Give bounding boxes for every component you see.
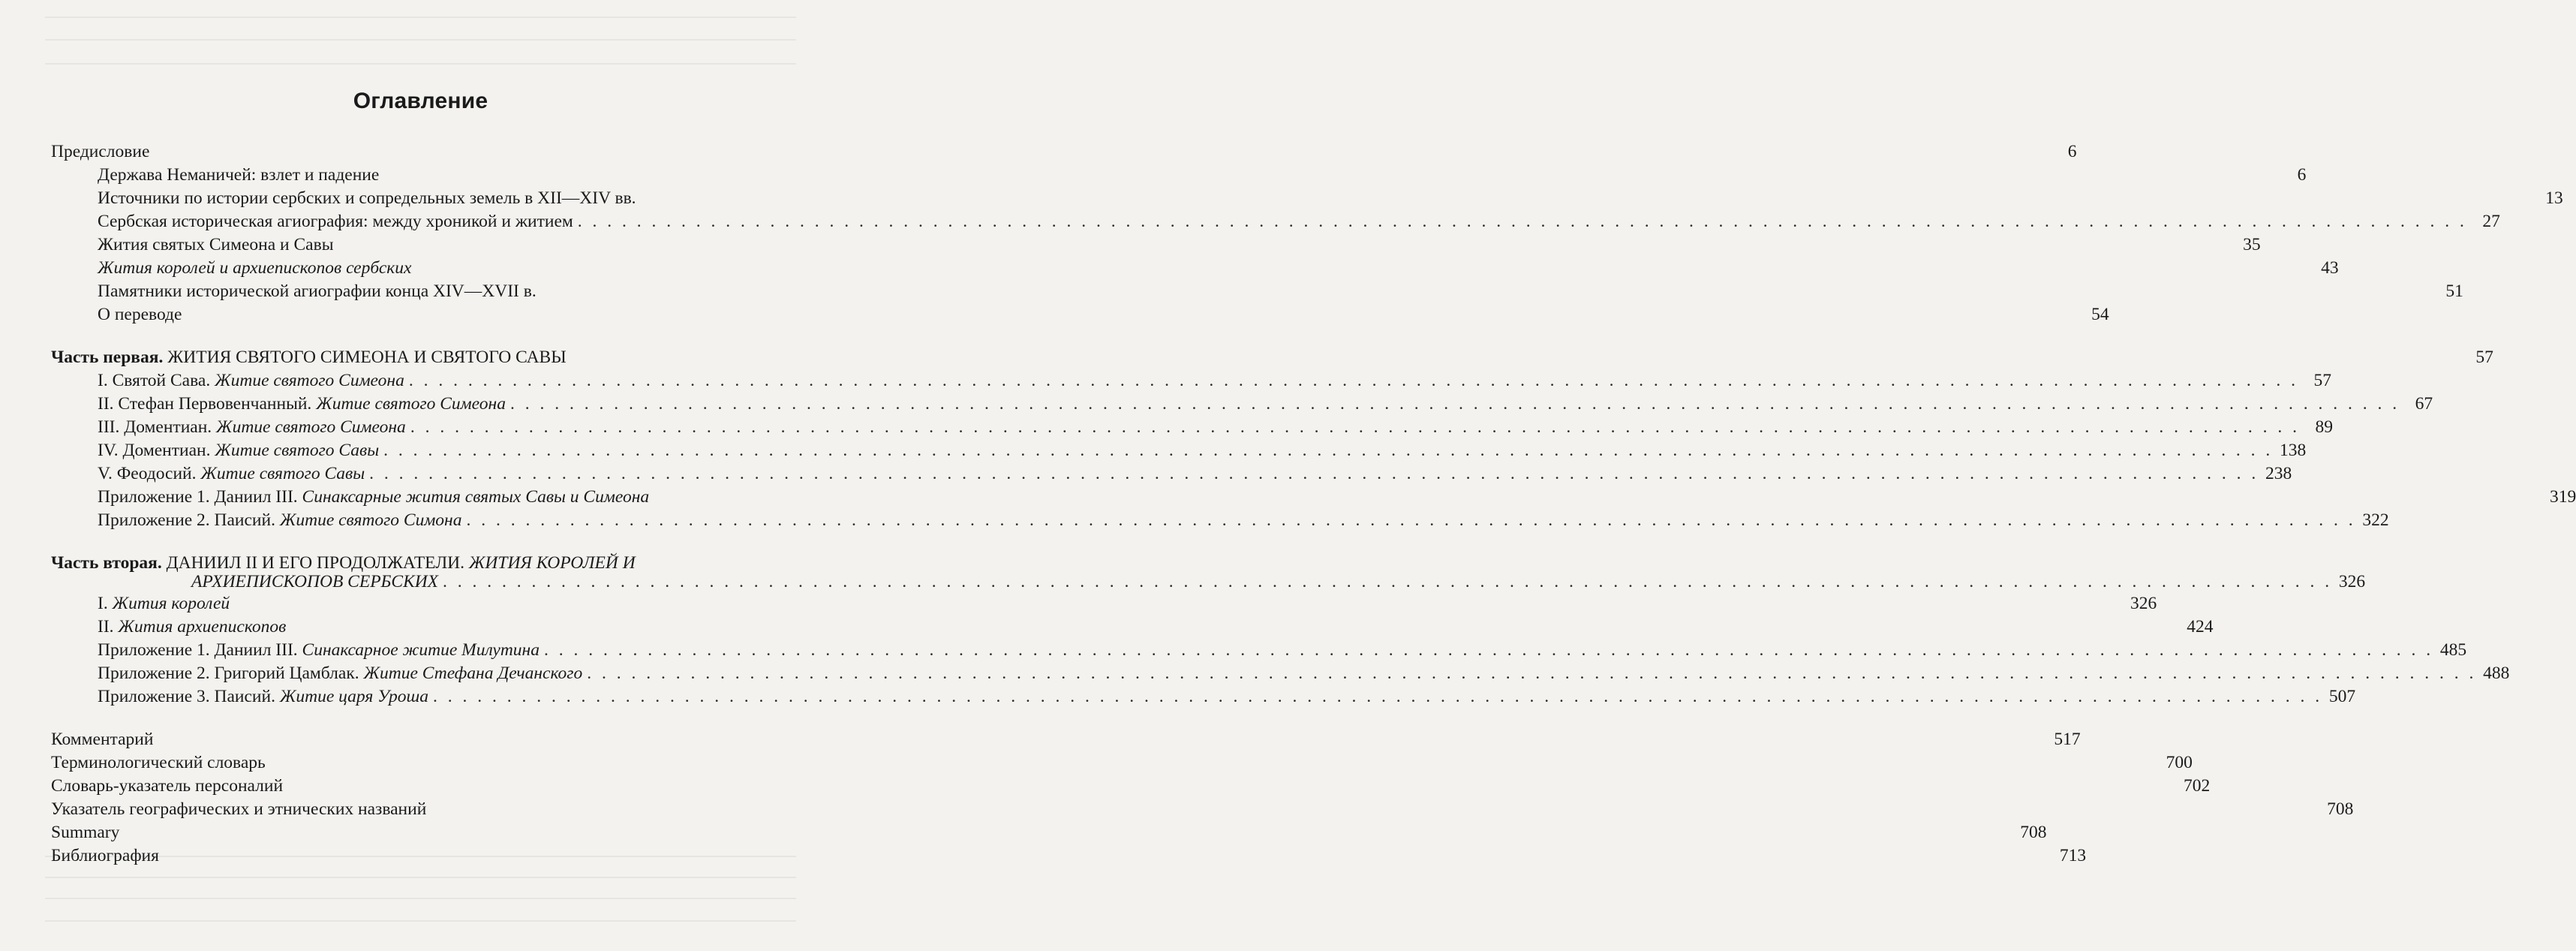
toc-page-number: 319 [2550, 487, 2576, 507]
toc-entry-label: Комментарий [51, 730, 154, 749]
dot-leader [578, 211, 2467, 232]
toc-entry-persons-index[interactable] [51, 775, 2211, 796]
entry-title: Житие Стефана Дечанского [363, 664, 583, 683]
show-through-line [45, 39, 796, 41]
toc-page-number: 517 [2054, 730, 2081, 749]
toc-entry-label: О переводе [98, 305, 182, 324]
dot-leader [433, 686, 2322, 707]
entry-prefix: Приложение 3. Паисий. [98, 687, 275, 706]
toc-page-number: 424 [2187, 617, 2214, 637]
toc-entry-label: Памятники исторической агиографии конца XIV—XVII в. [98, 281, 537, 301]
entry-title: Житие святого Симеона [216, 417, 406, 437]
entry-prefix: Приложение 2. Паисий. [98, 510, 275, 530]
toc-entry-label [98, 417, 406, 438]
toc-page-number: 57 [2313, 371, 2331, 390]
part-title: ДАНИИЛ II И ЕГО ПРОДОЛЖАТЕЛИ. [166, 553, 464, 573]
toc-page-number: 326 [2338, 572, 2366, 591]
entry-prefix: II. Стефан Первовенчанный. [98, 394, 312, 414]
dot-leader [466, 510, 2355, 531]
entry-prefix: V. Феодосий. [98, 464, 197, 483]
toc-page-number: 27 [2482, 212, 2500, 231]
toc-part-two-continued[interactable] [191, 571, 2366, 592]
toc-entry-label [98, 663, 582, 684]
toc-page-number: 485 [2439, 640, 2467, 660]
toc-page-number: 702 [2183, 776, 2211, 796]
toc-page-number: 708 [2327, 799, 2354, 819]
toc-entry-label: Библиография [51, 846, 159, 865]
part-title-italic: ЖИТИЯ КОРОЛЕЙ И [468, 553, 636, 573]
toc-entry-label [98, 640, 540, 661]
toc-entry-label: Держава Неманичей: взлет и падение [98, 165, 380, 185]
toc-part-two[interactable] [51, 552, 792, 573]
toc-page-number: 51 [2445, 281, 2463, 301]
toc-entry[interactable] [98, 211, 2500, 232]
entry-title: Житие святого Савы [200, 464, 365, 483]
page-title: Оглавление [353, 89, 488, 113]
toc-page-number: 35 [2243, 235, 2261, 254]
toc-entry[interactable] [98, 417, 2333, 438]
entry-prefix: Приложение 1. Даниил III. [98, 487, 298, 507]
dot-leader [510, 393, 2400, 414]
toc-entry[interactable] [98, 640, 2467, 661]
toc-entry[interactable] [98, 510, 2389, 531]
toc-page-number: 13 [2545, 188, 2563, 208]
entry-title: Синаксарное житие Милутина [302, 640, 540, 660]
entry-prefix: II. [98, 617, 114, 637]
toc-entry[interactable] [98, 440, 2307, 461]
dot-leader [544, 640, 2433, 661]
toc-entry-label: Жития святых Симеона и Савы [98, 235, 334, 254]
toc-entry[interactable] [98, 686, 2356, 707]
toc-entry-summary[interactable] [51, 822, 2047, 843]
dot-leader [410, 417, 2300, 438]
toc-page-number: 54 [2091, 305, 2109, 324]
toc-entry-label [98, 510, 461, 531]
toc-entry-preface[interactable] [51, 141, 2077, 162]
entry-prefix: I. [98, 594, 108, 613]
toc-entry-glossary[interactable] [51, 752, 2193, 773]
toc-entry-label [98, 686, 428, 707]
part-title-italic: АРХИЕПИСКОПОВ СЕРБСКИХ [191, 572, 439, 591]
toc-entry-commentary[interactable] [51, 729, 2081, 750]
toc-part-label [51, 347, 567, 368]
toc-entry-label [98, 616, 286, 637]
toc-entry-label [98, 370, 404, 391]
entry-title: Житие святого Симеона [316, 394, 506, 414]
toc-entry-label: Summary [51, 823, 120, 842]
toc-entry-label: Терминологический словарь [51, 753, 266, 772]
toc-entry[interactable] [98, 304, 2109, 325]
entry-title: Жития королей [112, 594, 230, 613]
entry-prefix: I. Святой Сава. [98, 371, 211, 390]
toc-page-number: 57 [2475, 348, 2493, 367]
toc-entry[interactable] [98, 486, 2576, 507]
dot-leader [369, 463, 2259, 484]
toc-entry[interactable] [98, 663, 2510, 684]
show-through-line [45, 17, 796, 18]
toc-entry[interactable] [98, 370, 2331, 391]
toc-page-number: 507 [2328, 687, 2356, 706]
dot-leader [409, 370, 2298, 391]
toc-page-number: 238 [2265, 464, 2292, 483]
toc-entry[interactable] [98, 164, 2307, 185]
part-title: ЖИТИЯ СВЯТОГО СИМЕОНА И СВЯТОГО САВЫ [167, 348, 567, 367]
show-through-line [45, 63, 796, 65]
toc-entry-label [98, 393, 506, 414]
toc-page-number: 326 [2130, 594, 2157, 613]
dot-leader [383, 440, 2273, 461]
entry-title: Житие царя Уроша [279, 687, 429, 706]
toc-page-number: 43 [2321, 258, 2339, 278]
toc-entry-bibliography[interactable] [51, 845, 2087, 866]
toc-page-number: 488 [2483, 664, 2510, 683]
toc-entry-label [98, 486, 649, 507]
dot-leader [587, 663, 2476, 684]
show-through-line [45, 898, 796, 899]
toc-entry-label: Сербская историческая агиография: между хроникой и житием [98, 212, 573, 231]
part-heading: Часть вторая. [51, 553, 162, 573]
toc-entry[interactable] [98, 593, 2157, 614]
toc-entry-label: Жития королей и архиепископов сербских [98, 258, 412, 278]
toc-entry[interactable] [98, 463, 2292, 484]
entry-title: Синаксарные жития святых Савы и Симеона [302, 487, 650, 507]
toc-page-number: 700 [2166, 753, 2193, 772]
entry-prefix: Приложение 1. Даниил III. [98, 640, 298, 660]
toc-entry-label [98, 593, 230, 614]
toc-entry-label: Источники по истории сербских и сопредельных земель в XII—XIV вв. [98, 188, 636, 208]
toc-page-number: 138 [2279, 441, 2307, 460]
toc-entry[interactable] [98, 188, 2563, 209]
toc-entry-geo-index[interactable] [51, 799, 2354, 820]
toc-entry[interactable] [98, 393, 2433, 414]
toc-page-number: 6 [2297, 165, 2307, 185]
dot-leader [443, 571, 2332, 592]
toc-entry[interactable] [98, 616, 2214, 637]
toc-page-number: 708 [2020, 823, 2047, 842]
toc-page-number: 6 [2067, 142, 2077, 161]
toc-page-number: 713 [2059, 846, 2087, 865]
toc-entry[interactable] [98, 257, 2339, 278]
toc-part-label [51, 552, 636, 573]
entry-title: Житие святого Савы [215, 441, 380, 460]
toc-entry[interactable] [98, 234, 2261, 255]
entry-prefix: III. Доментиан. [98, 417, 212, 437]
toc-entry-label [98, 463, 365, 484]
entry-prefix: IV. Доментиан. [98, 441, 211, 460]
toc-page-number: 67 [2415, 394, 2433, 414]
show-through-line [45, 920, 796, 922]
show-through-line [45, 877, 796, 878]
toc-entry-label: Указатель географических и этнических названий [51, 799, 427, 819]
toc-entry-label: Словарь-указатель персоналий [51, 776, 284, 796]
entry-prefix: Приложение 2. Григорий Цамблак. [98, 664, 359, 683]
entry-title: Житие святого Симона [279, 510, 462, 530]
toc-part-one[interactable] [51, 347, 2493, 368]
toc-entry[interactable] [98, 281, 2463, 302]
toc-entry-label [98, 440, 379, 461]
toc-page-number: 89 [2315, 417, 2333, 437]
entry-title: Житие святого Симеона [215, 371, 404, 390]
part-heading: Часть первая. [51, 348, 164, 367]
toc-page-number: 322 [2362, 510, 2389, 530]
toc-entry-label: Предисловие [51, 142, 150, 161]
entry-title: Жития архиепископов [118, 617, 287, 637]
